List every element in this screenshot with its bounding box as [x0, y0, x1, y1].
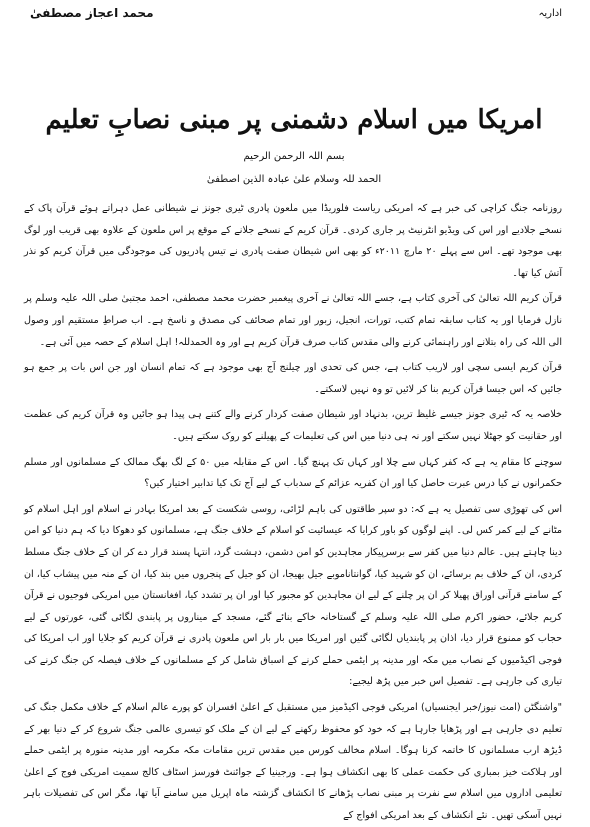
section-label: اداریہ: [538, 8, 562, 19]
article-body: [24, 198, 562, 822]
paragraph-details: اس کی تھوڑی سی تفصیل یہ ہے کہ: دو سپر طاقتوں کی باہم لڑائی، روسی شکست کے بعد امریکا بہادر نے اسلام اور اہل اسلام کو مٹانے کے لیے کمر کس لی۔ اپنے لوگوں کو باور کرایا کہ عیسائیت کو اسلام کے خلاف جنگ ہے، مسلمانوں کو دھوکا دیا کہ ہم دنیا کو امن دینا چاہتے ہیں۔ عالم دنیا میں کفر سے برسرپیکار مجاہدین کو امن دشمن، دہشت گرد، انتہا پسند قرار دے کر ان کے خلاف جنگ مسلط کردی، ان کے خلاف بم برسائے، ان کو شہید کیا، گوانتاناموبے جیل بھیجا، ان کو جیل کے پنجروں میں بند کیا، ان کے منہ میں پیشاب کیا، ان کے سامنے قرآنی اوراق پھیلا کر ان پر چلنے کے لیے ان مجاہدین کو مجبور کیا اور ان پر تشدد کیا، افغانستان میں امریکی فوجیوں نے قرآن کریم جلائے، حضور اکرم صلی اللہ علیہ وسلم کے گستاخانہ خاکے بنائے گئے، مسجد کے میناروں پر پابندی لگائی گئی، عورتوں کے لیے حجاب کو ممنوع قرار دیا، اذان پر پابندیاں لگائی گئیں اور امریکا میں بار بار اس ملعون پادری نے قرآن کریم کو جلایا اور اب امریکا کی فوجی اکیڈمیوں کے نصاب میں مکہ اور مدینہ پر ایٹمی حملے کرنے کے اسباق شامل کر کے مسلمانوں کے خلاف فیصلہ کن جنگ کرنے کی تیاری کی جارہی ہے۔ تفصیل اس خبر میں پڑھ لیجیے:: [24, 503, 562, 688]
paragraph-quote: "واشنگٹن (امت نیوز/خبر ایجنسیاں) امریکی فوجی اکیڈمیز میں مستقبل کے اعلیٰ افسران کو پورے عالم اسلام کے خلاف مکمل جنگ کی تعلیم دی جارہی ہے اور پڑھایا جارہا ہے کہ خود کو محفوظ رکھنے کے لیے ان کے ملک کو تیسری عالمی جنگ شروع کر کے دنیا بھر کے ڈیڑھ ارب مسلمانوں کا خاتمہ کرنا ہوگا۔ اسلام مخالف کورس میں مقدس ترین مقامات مکہ مکرمہ اور مدینہ منورہ پر ایٹمی حملے اور ہلاکت خیز بمباری کی حکمت عملی کا بھی انکشاف ہوا ہے۔ ورجینیا کے جوائنٹ فورسز اسٹاف کالج سمیت امریکی فوج کے اعلیٰ تعلیمی اداروں میں اسلام سے نفرت پر مبنی نصاب پڑھانے کا انکشاف گزشتہ ماہ اپریل میں سامنے آیا تھا، مگر اس کی تفصیلات باہر نہیں آسکی تھیں۔ نئے انکشاف کے بعد امریکی افواج کے: [24, 702, 562, 822]
article-title: امریکا میں اسلام دشمنی پر مبنی نصابِ تعلیم: [45, 105, 543, 135]
paragraph-news: روزنامہ جنگ کراچی کی خبر ہے کہ امریکی ریاست فلوریڈا میں ملعون پادری ٹیری جونز نے شیطانی عمل دہراتے ہوئے قرآن پاک کے نسخے جلادیے اور اس کی ویڈیو انٹرنیٹ پر جاری کردی۔ قرآن کریم کے نسخے جلانے کے موقع پر اس ملعون کے علاوہ بھی قریب اور لوگ بھی موجود تھے۔ اس سے پہلے ۲۰ مارچ ۲۰۱۱ء کو بھی اس شیطان صفت پادری نے تیس پادریوں کی موجودگی میں قرآن کریم کو نذر آتش کیا تھا۔: [24, 203, 562, 279]
author-name: محمد اعجاز مصطفیٰ: [30, 6, 154, 20]
paragraph-quran-book: قرآن کریم اللہ تعالیٰ کی آخری کتاب ہے، جسے اللہ تعالیٰ نے آخری پیغمبر حضرت محمد مصطفی، احمد مجتبیٰ صلی اللہ علیہ وسلم پر نازل فرمایا اور یہ کتاب سابقہ تمام کتب، تورات، انجیل، زبور اور تمام صحائف کی مصدق و ناسخ ہے۔ اب صراطِ مستقیم اور وصول الی اللہ کی راہ بتلانے اور راہنمائی کرنے والی مقدس کتاب صرف قرآن کریم ہے اور وہ الحمدللہ! اہل اسلام کے حصہ میں آئی ہے۔: [24, 293, 562, 348]
page-header: [26, 6, 562, 32]
paragraph-challenge: قرآن کریم ایسی سچی اور لاریب کتاب ہے، جس کی تحدی اور چیلنج آج بھی موجود ہے کہ تمام انسان اور جن اس بات پر جمع ہو جائیں کہ اس جیسا قرآن کریم بنا کر لائیں تو وہ نہیں لاسکتے۔: [24, 362, 562, 395]
bismillah-line: بسم اللہ الرحمن الرحیم: [243, 151, 345, 162]
paragraph-summary: خلاصہ یہ کہ ٹیری جونز جیسے غلیظ ترین، بدنہاد اور شیطان صفت کردار کرنے والے کتنے ہی پیدا ہو جائیں وہ قرآن کریم کی عظمت اور حقانیت کو جھٹلا نہیں سکتے اور نہ ہی دنیا میں اس کی تعلیمات کے پھیلنے کو روک سکتے ہیں۔: [24, 409, 562, 442]
paragraph-reflection: سوچنے کا مقام یہ ہے کہ کفر کہاں سے چلا اور کہاں تک پہنچ گیا۔ اس کے مقابلہ میں ۵۰ کے لگ بھگ ممالک کے مسلمانوں اور مسلم حکمرانوں نے کیا درس عبرت حاصل کیا اور ان کفریہ عزائم کے سدباب کے لیے آج تک کیا تدابیر اختیار کیں؟: [24, 456, 562, 490]
salutation-line: الحمد للہ وسلام علیٰ عبادہ الذین اصطفیٰ: [206, 174, 382, 185]
